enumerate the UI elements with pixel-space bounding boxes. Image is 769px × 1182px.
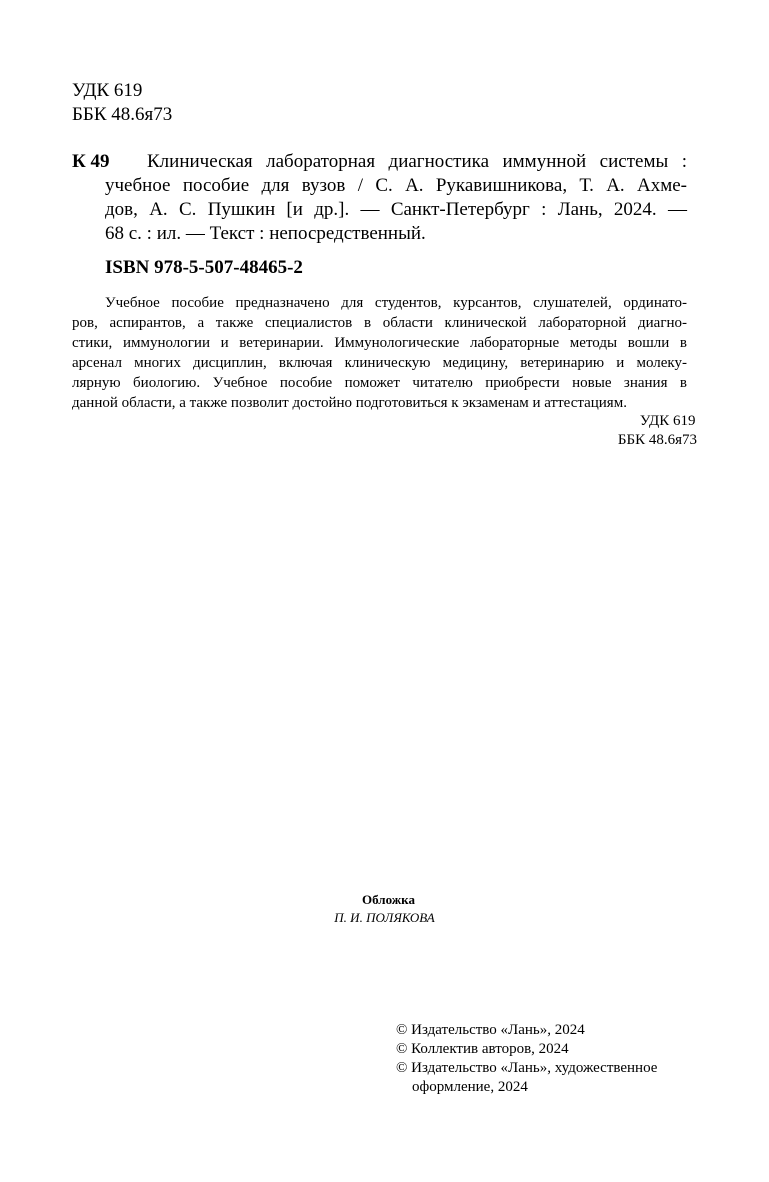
copyright-line: © Издательство «Лань», художественное: [396, 1060, 658, 1076]
abstract-line: данной области, а также позволит достойно подготовиться к экзаменам и аттестациям.: [72, 395, 627, 411]
bibliographic-description: [105, 150, 687, 246]
udk-header: [72, 79, 172, 127]
copyright-line: © Издательство «Лань», 2024: [396, 1022, 585, 1038]
catalog-line: 68 с. : ил. — Текст : непосредственный.: [105, 223, 426, 244]
copyright-block: [396, 1021, 657, 1097]
catalog-line: дов, А. С. Пушкин [и др.]. — Санкт-Петербург : Лань, 2024. —: [105, 199, 687, 220]
abstract-line: ров, аспирантов, а также специалистов в области клинической лабораторной диагно-: [72, 315, 687, 331]
cover-label: Обложка: [362, 892, 415, 907]
catalog-line: учебное пособие для вузов / С. А. Рукавишникова, Т. А. Ахме-: [105, 175, 687, 196]
cover-credit: [0, 891, 769, 927]
udk-code: УДК 619: [72, 80, 143, 101]
isbn: ISBN 978-5-507-48465-2: [105, 257, 303, 278]
udk-footer: [618, 412, 697, 450]
bbk-code: ББК 48.6я73: [72, 104, 173, 125]
copyright-line: оформление, 2024: [412, 1079, 528, 1095]
udk-code: УДК 619: [639, 413, 696, 429]
abstract-line: лярную биологию. Учебное пособие поможет читателю приобрести новые знания в: [72, 375, 687, 391]
cover-designer: П. И. ПОЛЯКОВА: [334, 910, 435, 925]
catalog-line: Клиническая лабораторная диагностика иммунной системы :: [147, 151, 687, 172]
abstract-line: арсенал многих дисциплин, включая клиническую медицину, ветеринарию и молеку-: [72, 355, 687, 371]
abstract-line: стики, иммунологии и ветеринарии. Иммунологические лабораторные методы вошли в: [72, 335, 687, 351]
abstract-line: Учебное пособие предназначено для студентов, курсантов, слушателей, ординато-: [105, 295, 687, 311]
author-sign: К 49: [72, 151, 110, 172]
abstract: [72, 293, 687, 413]
copyright-line: © Коллектив авторов, 2024: [396, 1041, 569, 1057]
bbk-code: ББК 48.6я73: [617, 432, 697, 448]
